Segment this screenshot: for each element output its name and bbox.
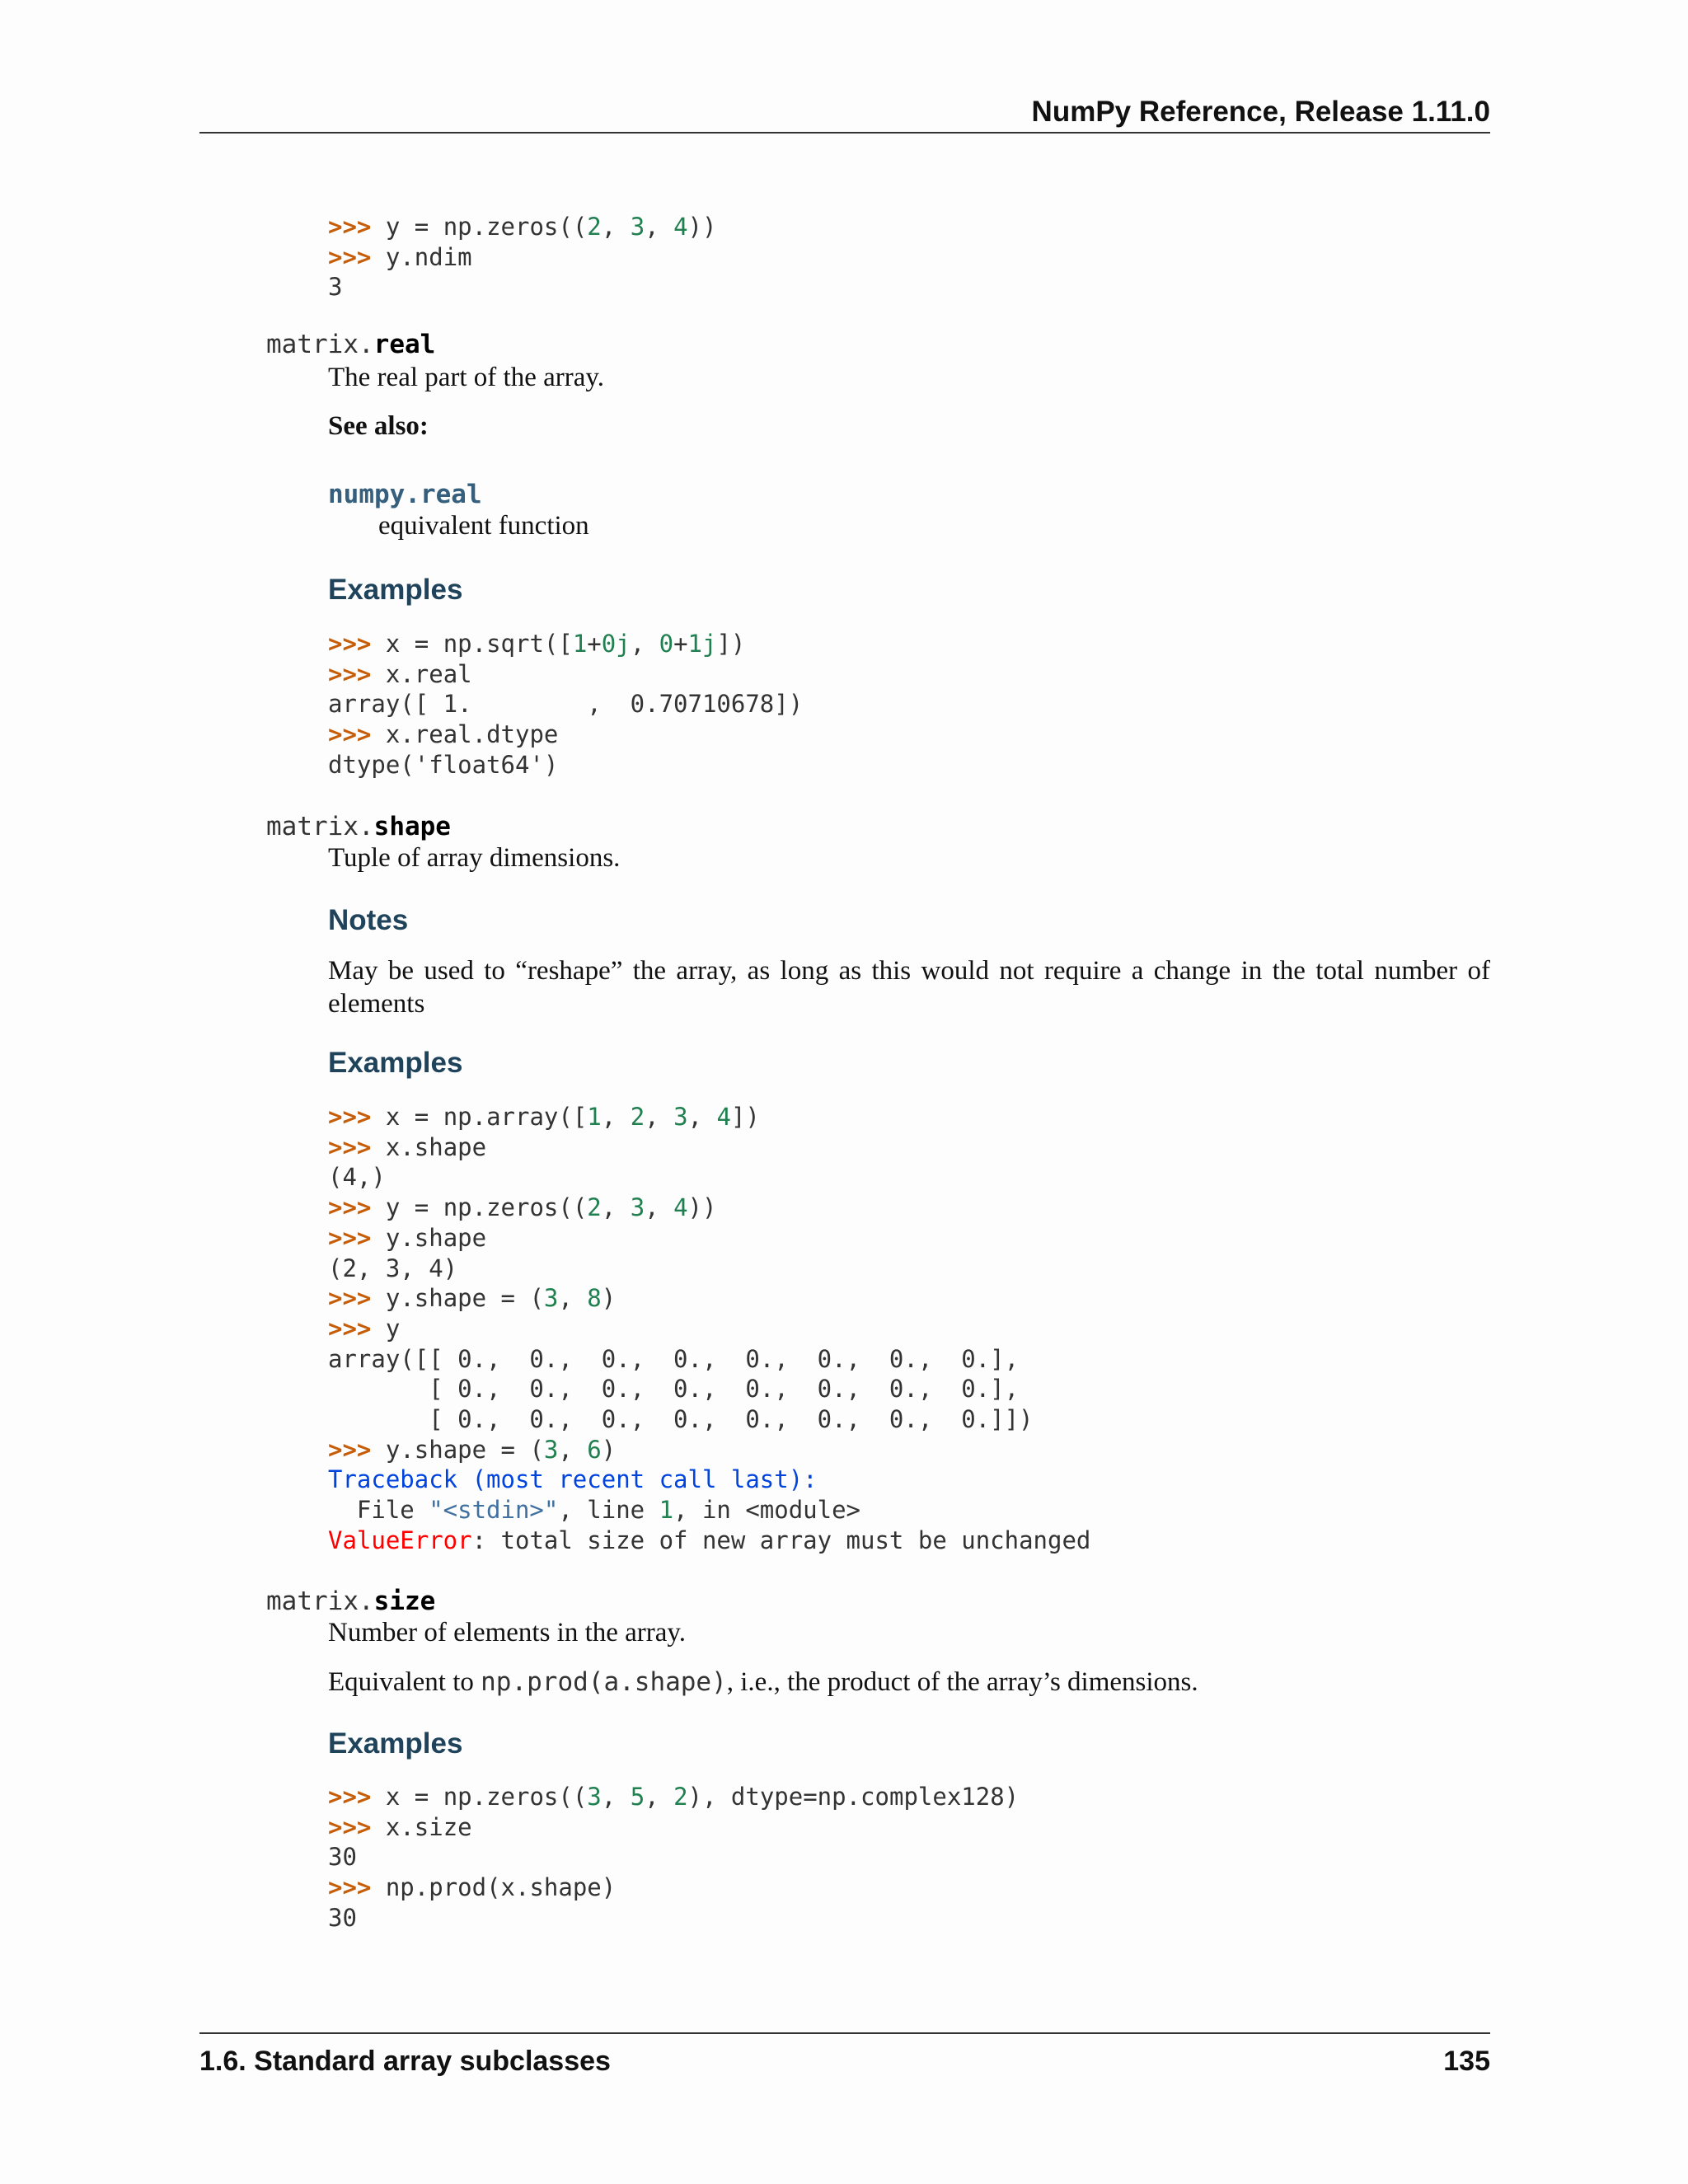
shape-signature [266,812,451,841]
footer-page-number: 135 [1443,2046,1490,2077]
size-examples-heading: Examples [328,1727,463,1760]
page-header [199,91,1490,134]
prompt: >>> [328,659,372,688]
prompt: >>> [328,1314,372,1343]
sig-name: real [373,330,436,359]
code-output: array([[ 0., 0., 0., 0., 0., 0., 0., 0.], [ 0., 0., 0., 0., 0., 0., 0., 0.], [ 0., 0., 0., 0., 0., 0., 0., 0.]]) [328,1344,1034,1434]
code-line: >>> x.real.dtype [328,720,559,749]
code-output: 30 [328,1903,357,1932]
code-output: array([ 1. , 0.70710678]) [328,690,804,719]
code-line: >>> y.shape [328,1223,487,1252]
equiv-text-before: Equivalent to [328,1667,481,1697]
document-title: NumPy Reference, Release 1.11.0 [1031,96,1490,128]
see-also-description: equivalent function [378,511,589,541]
traceback-file-line: File "<stdin>", line 1, in <module> [328,1496,861,1525]
code-line: >>> x.real [328,659,472,688]
code-line: >>> np.prod(x.shape) [328,1873,617,1902]
real-example-code [328,629,803,780]
equiv-inline-code: np.prod(a.shape) [481,1667,727,1697]
sig-name: shape [373,812,451,841]
real-signature [266,330,435,359]
error-line: ValueError: total size of new array must be unchanged [328,1526,1091,1554]
sig-prefix: matrix. [266,330,374,359]
see-also-link-numpy-real[interactable]: numpy.real [328,480,482,509]
code-output: dtype('float64') [328,750,559,779]
size-signature [266,1586,435,1616]
prompt: >>> [328,1223,372,1252]
code-line: >>> x.shape [328,1132,487,1161]
prompt: >>> [328,720,372,749]
shape-notes-heading: Notes [328,904,409,936]
code-line: >>> x.size [328,1812,472,1841]
size-equivalent-text [328,1667,1198,1698]
ndim-example-code [328,212,716,302]
prompt: >>> [328,1812,372,1841]
equiv-text-after: , i.e., the product of the array’s dimensions. [726,1667,1198,1697]
page-footer [199,2032,1490,2083]
code-line: >>> x = np.zeros((3, 5, 2), dtype=np.complex128) [328,1783,1020,1811]
prompt: >>> [328,1873,372,1902]
code-output: 30 [328,1843,357,1872]
real-description: The real part of the array. [328,363,604,392]
code-output: (2, 3, 4) [328,1254,458,1282]
code-line: >>> x = np.array([1, 2, 3, 4]) [328,1103,760,1131]
sig-prefix: matrix. [266,812,374,841]
shape-example-code [328,1102,1090,1556]
code-line: >>> y [328,1314,401,1343]
traceback-line: Traceback (most recent call last): [328,1465,818,1494]
prompt: >>> [328,1435,372,1464]
code-line: >>> x = np.sqrt([1+0j, 0+1j]) [328,630,746,658]
real-examples-heading: Examples [328,574,463,606]
size-description: Number of elements in the array. [328,1618,687,1647]
prompt: >>> [328,213,372,241]
prompt: >>> [328,1783,372,1811]
code-line: >>> y.ndim [328,242,472,271]
shape-description: Tuple of array dimensions. [328,843,621,873]
see-also-label: See also: [328,411,429,441]
sig-prefix: matrix. [266,1586,374,1616]
shape-notes-text: May be used to “reshape” the array, as long as this would not require a change in the total number of elements [328,956,1490,1019]
prompt: >>> [328,1103,372,1131]
code-line: >>> y = np.zeros((2, 3, 4)) [328,213,717,241]
code-line: >>> y.shape = (3, 8) [328,1284,617,1313]
prompt: >>> [328,1193,372,1222]
sig-name: size [373,1586,436,1616]
code-output: (4,) [328,1163,386,1192]
prompt: >>> [328,242,372,271]
prompt: >>> [328,1284,372,1313]
footer-section-title: 1.6. Standard array subclasses [199,2046,611,2077]
prompt: >>> [328,1132,372,1161]
shape-examples-heading: Examples [328,1047,463,1079]
code-line: >>> y = np.zeros((2, 3, 4)) [328,1193,717,1222]
code-output: 3 [328,273,343,302]
prompt: >>> [328,630,372,658]
size-example-code [328,1782,1019,1933]
code-line: >>> y.shape = (3, 6) [328,1435,617,1464]
